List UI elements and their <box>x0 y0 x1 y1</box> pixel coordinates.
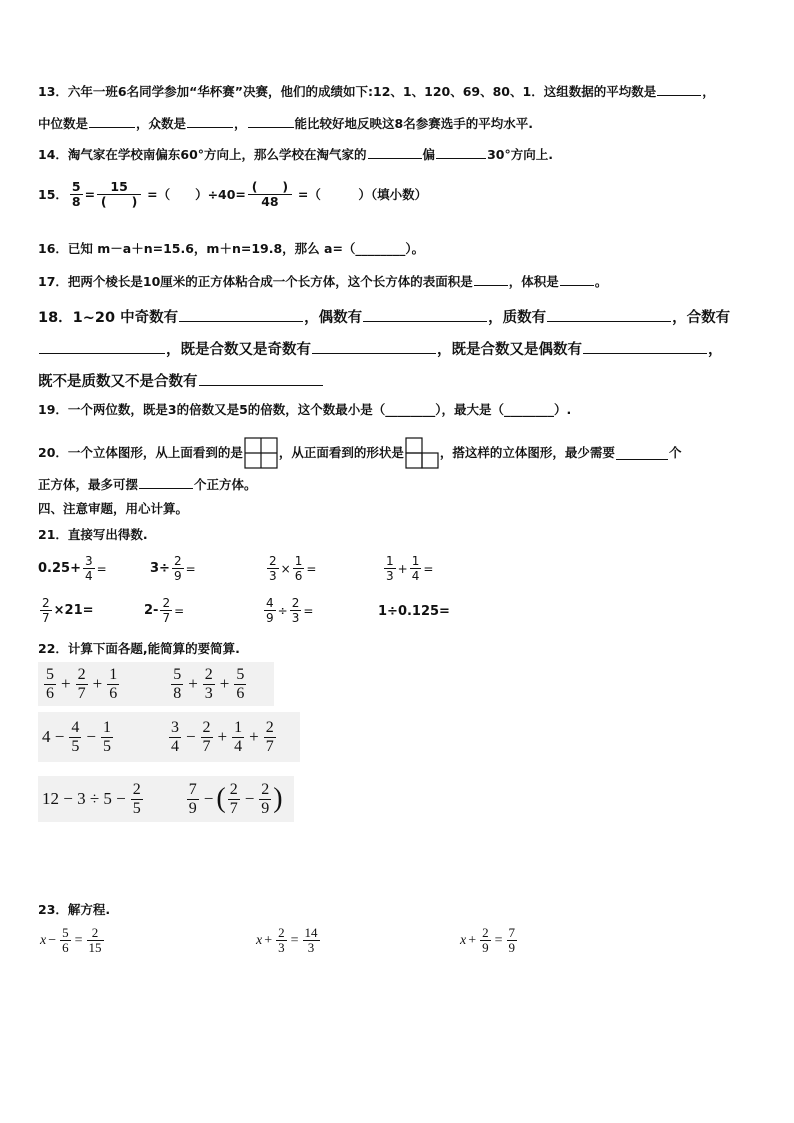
answer-blank[interactable] <box>583 340 707 354</box>
fraction: $\frac{5}{8}$ <box>173 665 182 702</box>
fraction: $\frac{4}{9}$ <box>266 596 274 625</box>
top-view-icon <box>243 436 279 470</box>
fraction: $\frac{2}{9}$ <box>261 780 270 817</box>
fraction: $\frac{1}{3}$ <box>386 554 394 583</box>
q21-item-5: $\frac{2}{7}$ ×21= <box>42 596 94 625</box>
q23-equation-1: x − $\frac{5}{6}$ = $\frac{2}{15}$ <box>40 925 102 955</box>
fraction: $\frac{15}{( )}$ <box>97 180 141 209</box>
fraction: $\frac{3}{4}$ <box>84 554 93 583</box>
fraction: $\frac{5}{6}$ <box>46 665 54 702</box>
front-view-icon <box>404 436 440 470</box>
answer-blank[interactable] <box>312 340 436 354</box>
q21-item-6: 2- $\frac{2}{7}$ = <box>144 596 185 625</box>
answer-blank[interactable] <box>89 114 135 128</box>
fraction: $\frac{7}{9}$ <box>508 925 516 955</box>
q16: 16．已知 m－a＋n=15.6，m＋n=19.8，那么 a=（________）。 <box>38 241 425 256</box>
right-paren: ) <box>273 783 283 814</box>
fraction: $\frac{1}{4}$ <box>234 718 243 755</box>
left-paren: ( <box>216 783 226 814</box>
q21-title: 21．直接写出得数. <box>38 527 148 542</box>
fraction: $\frac{2}{3}$ <box>278 925 285 955</box>
fraction: $\frac{2}{5}$ <box>132 780 141 817</box>
q13-line1: 13．六年一班6名同学参加“华杯赛”决赛，他们的成绩如下:12、1、120、69、80、1．这组数据的平均数是 ， <box>38 84 715 99</box>
q13-line2: 中位数是 ，众数是 ， 能比较好地反映这8名参赛选手的平均水平. <box>38 116 533 131</box>
fraction: $\frac{2}{7}$ <box>162 596 171 625</box>
q22-expr-2: 4 − $\frac{4}{5}$ − $\frac{1}{5}$ $\frac{3}{4}$ − $\frac{2}{7}$ + $\frac{1}{4}$ + $\frac{2}{7}$ <box>38 712 300 762</box>
q21-item-4: $\frac{1}{3}$ + $\frac{1}{4}$ = <box>386 554 434 583</box>
fraction: $\frac{2}{3}$ <box>204 665 213 702</box>
q21-item-2: 3÷ $\frac{2}{9}$ = <box>150 554 196 583</box>
answer-blank[interactable] <box>436 145 486 159</box>
answer-blank[interactable] <box>363 308 487 322</box>
q18-line2: ，既是合数又是奇数有 ，既是合数又是偶数有 ， <box>38 340 723 359</box>
fraction: $\frac{5}{6}$ <box>62 925 69 955</box>
q18-line1: 18．1~20 中奇数有 ，偶数有 ，质数有 ，合数有 <box>38 310 731 326</box>
fraction: $\frac{2}{7}$ <box>77 665 86 702</box>
fraction: $\frac{1}{4}$ <box>411 554 420 583</box>
fraction: $\frac{14}{3}$ <box>304 925 318 955</box>
fraction: $\frac{( )}{48}$ <box>248 180 292 209</box>
q20-line2: 正方体，最多可摆 个正方体。 <box>38 477 257 492</box>
fraction: $\frac{2}{7}$ <box>202 718 211 755</box>
answer-blank[interactable] <box>616 446 668 460</box>
fraction: $\frac{3}{4}$ <box>170 718 179 755</box>
fraction: $\frac{7}{9}$ <box>188 780 197 817</box>
q17: 17．把两个棱长是10厘米的正方体粘合成一个长方体，这个长方体的表面积是 ，体积是 。 <box>38 274 608 289</box>
answer-blank[interactable] <box>199 372 323 386</box>
answer-blank[interactable] <box>139 475 193 489</box>
fraction: $\frac{1}{5}$ <box>102 718 111 755</box>
q21-item-7: $\frac{4}{9}$ ÷ $\frac{2}{3}$ = <box>266 596 314 625</box>
answer-blank[interactable] <box>547 308 671 322</box>
q23-equation-2: x + $\frac{2}{3}$ = $\frac{14}{3}$ <box>256 925 318 955</box>
fraction: $\frac{5}{6}$ <box>236 665 245 702</box>
q18-line3: 既不是质数又不是合数有 <box>38 372 324 391</box>
answer-blank[interactable] <box>187 114 233 128</box>
q15: 15． $\frac{5}{8}$ = $\frac{15}{( )}$ =（ ）÷40= $\frac{( )}{48}$ =（ ）（填小数） <box>38 179 428 209</box>
fraction: $\frac{4}{5}$ <box>71 718 80 755</box>
answer-blank[interactable] <box>657 82 701 96</box>
answer-blank[interactable] <box>179 308 303 322</box>
fraction: $\frac{2}{3}$ <box>269 554 277 583</box>
section-heading: 四、注意审题，用心计算。 <box>38 501 189 516</box>
fraction: $\frac{2}{15}$ <box>88 925 102 955</box>
q21-item-1: 0.25+ $\frac{3}{4}$ = <box>38 554 107 583</box>
q14: 14．淘气家在学校南偏东60°方向上，那么学校在淘气家的 偏 30°方向上. <box>38 147 553 162</box>
q23-equation-3: x + $\frac{2}{9}$ = $\frac{7}{9}$ <box>460 925 516 955</box>
fraction: $\frac{1}{6}$ <box>294 554 303 583</box>
answer-blank[interactable] <box>560 272 594 286</box>
fraction: $\frac{2}{7}$ <box>229 780 238 817</box>
answer-blank[interactable] <box>368 145 422 159</box>
q22-expr-3: 12 − 3 ÷ 5 − $\frac{2}{5}$ $\frac{7}{9}$ − ( $\frac{2}{7}$ − $\frac{2}{9}$ ) <box>38 776 294 822</box>
fraction: $\frac{2}{3}$ <box>291 596 300 625</box>
fraction: $\frac{2}{7}$ <box>265 718 274 755</box>
fraction: $\frac{1}{6}$ <box>109 665 118 702</box>
answer-blank[interactable] <box>474 272 508 286</box>
q21-item-8: 1÷0.125= <box>378 604 450 619</box>
q22-expr-1: $\frac{5}{6}$ + $\frac{2}{7}$ + $\frac{1}{6}$ $\frac{5}{8}$ + $\frac{2}{3}$ + $\frac{5}{6}$ <box>38 662 274 706</box>
fraction: $\frac{5}{8}$ <box>71 179 81 209</box>
fraction: $\frac{2}{7}$ <box>42 596 50 625</box>
q20-line1: 20．一个立体图形，从上面看到的是 ，从正面看到的形状是 ，搭这样的立体图形，最少需要 个 <box>38 436 681 470</box>
q23-title: 23．解方程. <box>38 902 111 917</box>
answer-blank[interactable] <box>248 114 294 128</box>
answer-blank[interactable] <box>39 340 165 354</box>
fraction: $\frac{2}{9}$ <box>173 554 182 583</box>
q19: 19．一个两位数，既是3的倍数又是5的倍数，这个数最小是（________），最大是（________）. <box>38 402 572 417</box>
fraction: $\frac{2}{9}$ <box>482 925 489 955</box>
q22-title: 22．计算下面各题,能简算的要简算. <box>38 641 240 656</box>
q21-item-3: $\frac{2}{3}$ × $\frac{1}{6}$ = <box>269 554 317 583</box>
